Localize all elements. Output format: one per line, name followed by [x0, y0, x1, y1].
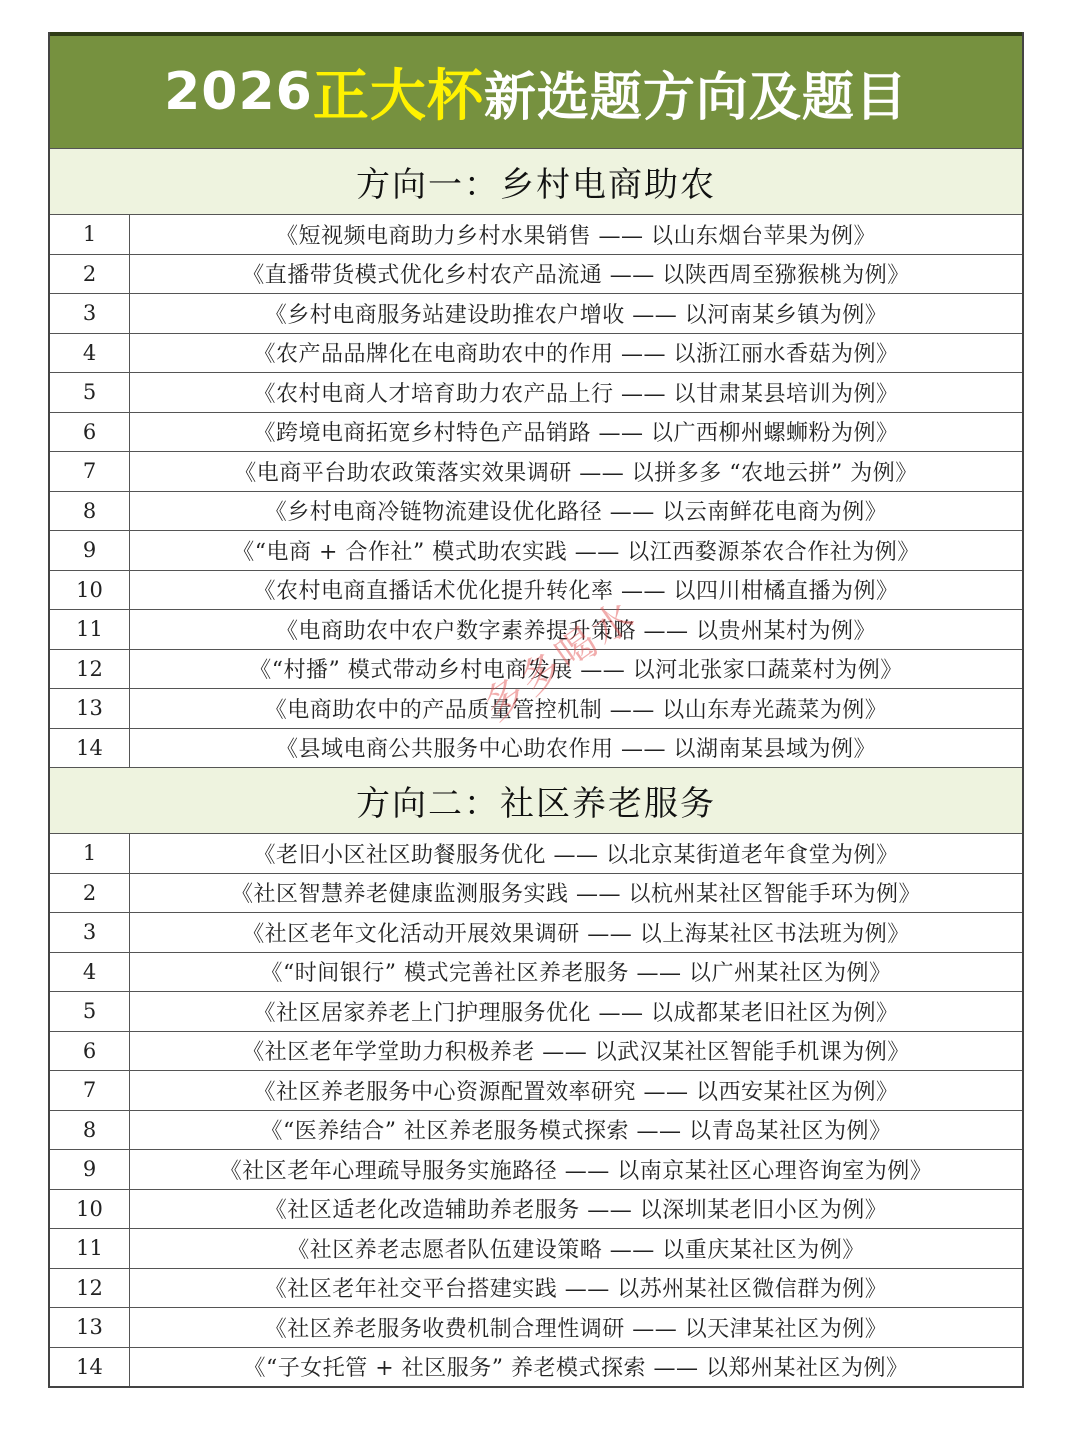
sections-container [50, 148, 1022, 1386]
row-topic: 《电商助农中的产品质量管控机制 —— 以山东寿光蔬菜为例》 [264, 697, 888, 723]
row-number: 8 [50, 492, 130, 531]
table-row [50, 912, 1022, 952]
row-topic: 《农产品品牌化在电商助农中的作用 —— 以浙江丽水香菇为例》 [253, 342, 899, 368]
row-topic: 《社区老年学堂助力积极养老 —— 以武汉某社区智能手机课为例》 [242, 1040, 910, 1066]
row-number: 4 [50, 953, 130, 992]
table-row [50, 991, 1022, 1031]
row-topic: 《跨境电商拓宽乡村特色产品销路 —— 以广西柳州螺蛳粉为例》 [253, 421, 899, 447]
row-topic: 《县域电商公共服务中心助农作用 —— 以湖南某县域为例》 [276, 737, 876, 763]
table-row [50, 412, 1022, 452]
row-number: 7 [50, 1071, 130, 1110]
table-row [50, 728, 1022, 768]
table-row [50, 293, 1022, 333]
row-topic: 《乡村电商服务站建设助推农户增收 —— 以河南某乡镇为例》 [264, 302, 888, 328]
row-number: 3 [50, 913, 130, 952]
row-topic: 《社区养老服务收费机制合理性调研 —— 以天津某社区为例》 [264, 1316, 888, 1342]
row-topic: 《社区居家养老上门护理服务优化 —— 以成都某老旧社区为例》 [253, 1000, 899, 1026]
section-heading: 方向一：乡村电商助农 [50, 148, 1022, 214]
row-topic: 《社区老年社交平台搭建实践 —— 以苏州某社区微信群为例》 [264, 1277, 888, 1303]
table-row [50, 451, 1022, 491]
title-highlight: 正大杯 [312, 64, 484, 129]
table-row [50, 688, 1022, 728]
section-heading: 方向二：社区养老服务 [50, 767, 1022, 833]
row-number: 11 [50, 610, 130, 649]
row-topic: 《“村播” 模式带动乡村电商发展 —— 以河北张家口蔬菜村为例》 [249, 658, 903, 684]
row-topic: 《电商助农中农户数字素养提升策略 —— 以贵州某村为例》 [276, 618, 876, 644]
table-row [50, 873, 1022, 913]
table-row [50, 649, 1022, 689]
table-row [50, 570, 1022, 610]
row-number: 5 [50, 373, 130, 412]
row-topic: 《社区适老化改造辅助养老服务 —— 以深圳某老旧小区为例》 [264, 1198, 888, 1224]
row-number: 11 [50, 1229, 130, 1268]
row-number: 7 [50, 452, 130, 491]
row-number: 1 [50, 834, 130, 873]
watermark: 多多喝水 [475, 591, 646, 731]
table-row [50, 214, 1022, 254]
row-number: 9 [50, 1150, 130, 1189]
row-topic: 《“子女托管 + 社区服务” 养老模式探索 —— 以郑州某社区为例》 [243, 1356, 909, 1382]
row-number: 13 [50, 689, 130, 728]
row-number: 2 [50, 874, 130, 913]
row-number: 9 [50, 531, 130, 570]
table-row [50, 372, 1022, 412]
table-row [50, 1228, 1022, 1268]
title-year: 2026 [164, 62, 313, 122]
row-topic: 《农村电商人才培育助力农产品上行 —— 以甘肃某县培训为例》 [253, 381, 899, 407]
table-row [50, 1149, 1022, 1189]
row-topic: 《直播带货模式优化乡村农产品流通 —— 以陕西周至猕猴桃为例》 [242, 263, 910, 289]
row-topic: 《社区老年文化活动开展效果调研 —— 以上海某社区书法班为例》 [242, 921, 910, 947]
table-row [50, 1268, 1022, 1308]
row-number: 10 [50, 1190, 130, 1229]
table-row [50, 1070, 1022, 1110]
row-number: 12 [50, 1269, 130, 1308]
row-topic: 《乡村电商冷链物流建设优化路径 —— 以云南鲜花电商为例》 [264, 500, 888, 526]
row-topic: 《社区老年心理疏导服务实施路径 —— 以南京某社区心理咨询室为例》 [219, 1158, 933, 1184]
table-row [50, 491, 1022, 531]
row-number: 6 [50, 1032, 130, 1071]
table-row [50, 609, 1022, 649]
table-row [50, 833, 1022, 873]
row-number: 3 [50, 294, 130, 333]
row-number: 5 [50, 992, 130, 1031]
table-row [50, 333, 1022, 373]
row-topic: 《社区养老志愿者队伍建设策略 —— 以重庆某社区为例》 [287, 1237, 865, 1263]
row-topic: 《老旧小区社区助餐服务优化 —— 以北京某街道老年食堂为例》 [253, 842, 899, 868]
table-row [50, 1031, 1022, 1071]
row-number: 6 [50, 413, 130, 452]
row-topic: 《农村电商直播话术优化提升转化率 —— 以四川柑橘直播为例》 [253, 579, 899, 605]
row-topic: 《电商平台助农政策落实效果调研 —— 以拼多多 “农地云拼” 为例》 [234, 460, 918, 486]
table-row [50, 1307, 1022, 1347]
table-row [50, 952, 1022, 992]
row-topic: 《“电商 + 合作社” 模式助农实践 —— 以江西婺源茶农合作社为例》 [232, 539, 920, 565]
row-number: 12 [50, 650, 130, 689]
row-number: 2 [50, 255, 130, 294]
table-row [50, 1110, 1022, 1150]
table-row [50, 1189, 1022, 1229]
row-topic: 《“医养结合” 社区养老服务模式探索 —— 以青岛某社区为例》 [260, 1119, 892, 1145]
table-row [50, 1347, 1022, 1387]
table-row [50, 530, 1022, 570]
title-rest: 新选题方向及题目 [483, 67, 908, 128]
row-topic: 《社区养老服务中心资源配置效率研究 —— 以西安某社区为例》 [253, 1079, 899, 1105]
topic-table [48, 32, 1024, 1388]
row-topic: 《社区智慧养老健康监测服务实践 —— 以杭州某社区智能手环为例》 [231, 882, 921, 908]
row-number: 10 [50, 571, 130, 610]
row-number: 8 [50, 1111, 130, 1150]
row-topic: 《“时间银行” 模式完善社区养老服务 —— 以广州某社区为例》 [260, 961, 892, 987]
row-number: 4 [50, 334, 130, 373]
row-number: 14 [50, 729, 130, 768]
row-number: 1 [50, 215, 130, 254]
row-topic: 《短视频电商助力乡村水果销售 —— 以山东烟台苹果为例》 [276, 223, 876, 249]
row-number: 14 [50, 1348, 130, 1387]
row-number: 13 [50, 1308, 130, 1347]
table-row [50, 254, 1022, 294]
page-title [50, 32, 1022, 148]
